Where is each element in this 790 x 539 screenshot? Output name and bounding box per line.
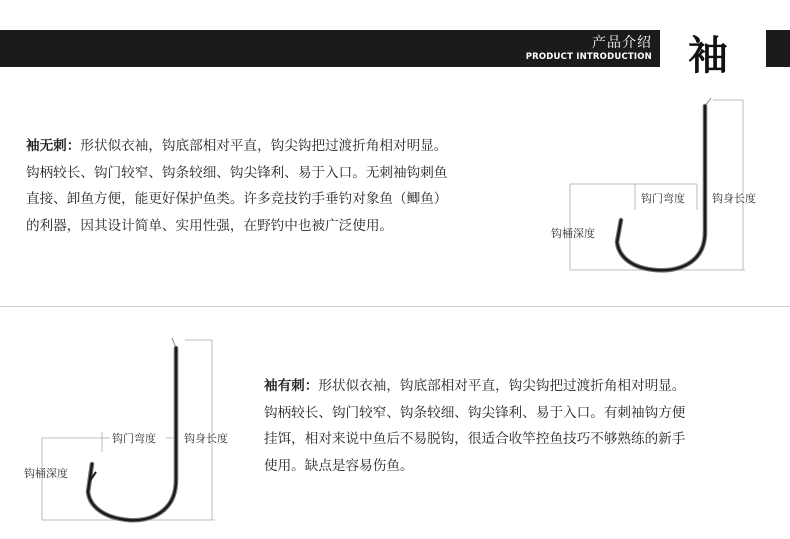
- description-line: 钩柄较长、钩门较窄、钩条较细、钩尖锋利、易于入口。有刺袖钩方便: [264, 404, 686, 421]
- description-line: 使用。缺点是容易伤鱼。: [264, 457, 414, 474]
- label-bend-depth: 钩桶深度: [551, 227, 595, 240]
- description-line: 的利器，因其设计简单、实用性强，在野钓中也被广泛使用。: [26, 217, 394, 234]
- hook-diagram-barbed: [20, 332, 260, 532]
- header-title-cn: 产品介绍: [592, 35, 652, 51]
- label-gate-width: 钩门弯度: [641, 192, 685, 205]
- description-line: 钩柄较长、钩门较窄、钩条较细、钩尖锋利、易于入口。无刺袖钩刺鱼: [26, 164, 448, 181]
- header-title-en: PRODUCT INTRODUCTION: [525, 52, 652, 62]
- description-line: 直接、卸鱼方便，能更好保护鱼类。许多竞技钓手垂钓对象鱼（鲫鱼）: [26, 191, 448, 207]
- description-line: 袖有刺：形状似衣袖，钩底部相对平直，钩尖钩把过渡折角相对明显。: [264, 378, 686, 394]
- label-shank-length: 钩身长度: [184, 432, 228, 445]
- header-right-block: [766, 30, 790, 67]
- description-line: 挂饵，相对来说中鱼后不易脱钩，很适合收竿控鱼技巧不够熟练的新手: [264, 431, 686, 447]
- section-divider: [0, 306, 790, 307]
- term-barbed: 袖有刺：: [264, 378, 319, 394]
- description-barbless: [26, 133, 546, 239]
- term-barbless: 袖无刺：: [26, 138, 81, 154]
- label-gate-width: 钩门弯度: [112, 432, 156, 445]
- description-barbed: [264, 373, 769, 479]
- label-bend-depth: 钩桶深度: [24, 467, 68, 480]
- hook-diagram-barbless: [545, 92, 775, 277]
- label-shank-length: 钩身长度: [712, 192, 756, 205]
- description-line: 袖无刺：形状似衣袖，钩底部相对平直，钩尖钩把过渡折角相对明显。: [26, 138, 448, 154]
- product-type-character: 袖: [688, 32, 728, 79]
- header-bar: [0, 30, 660, 67]
